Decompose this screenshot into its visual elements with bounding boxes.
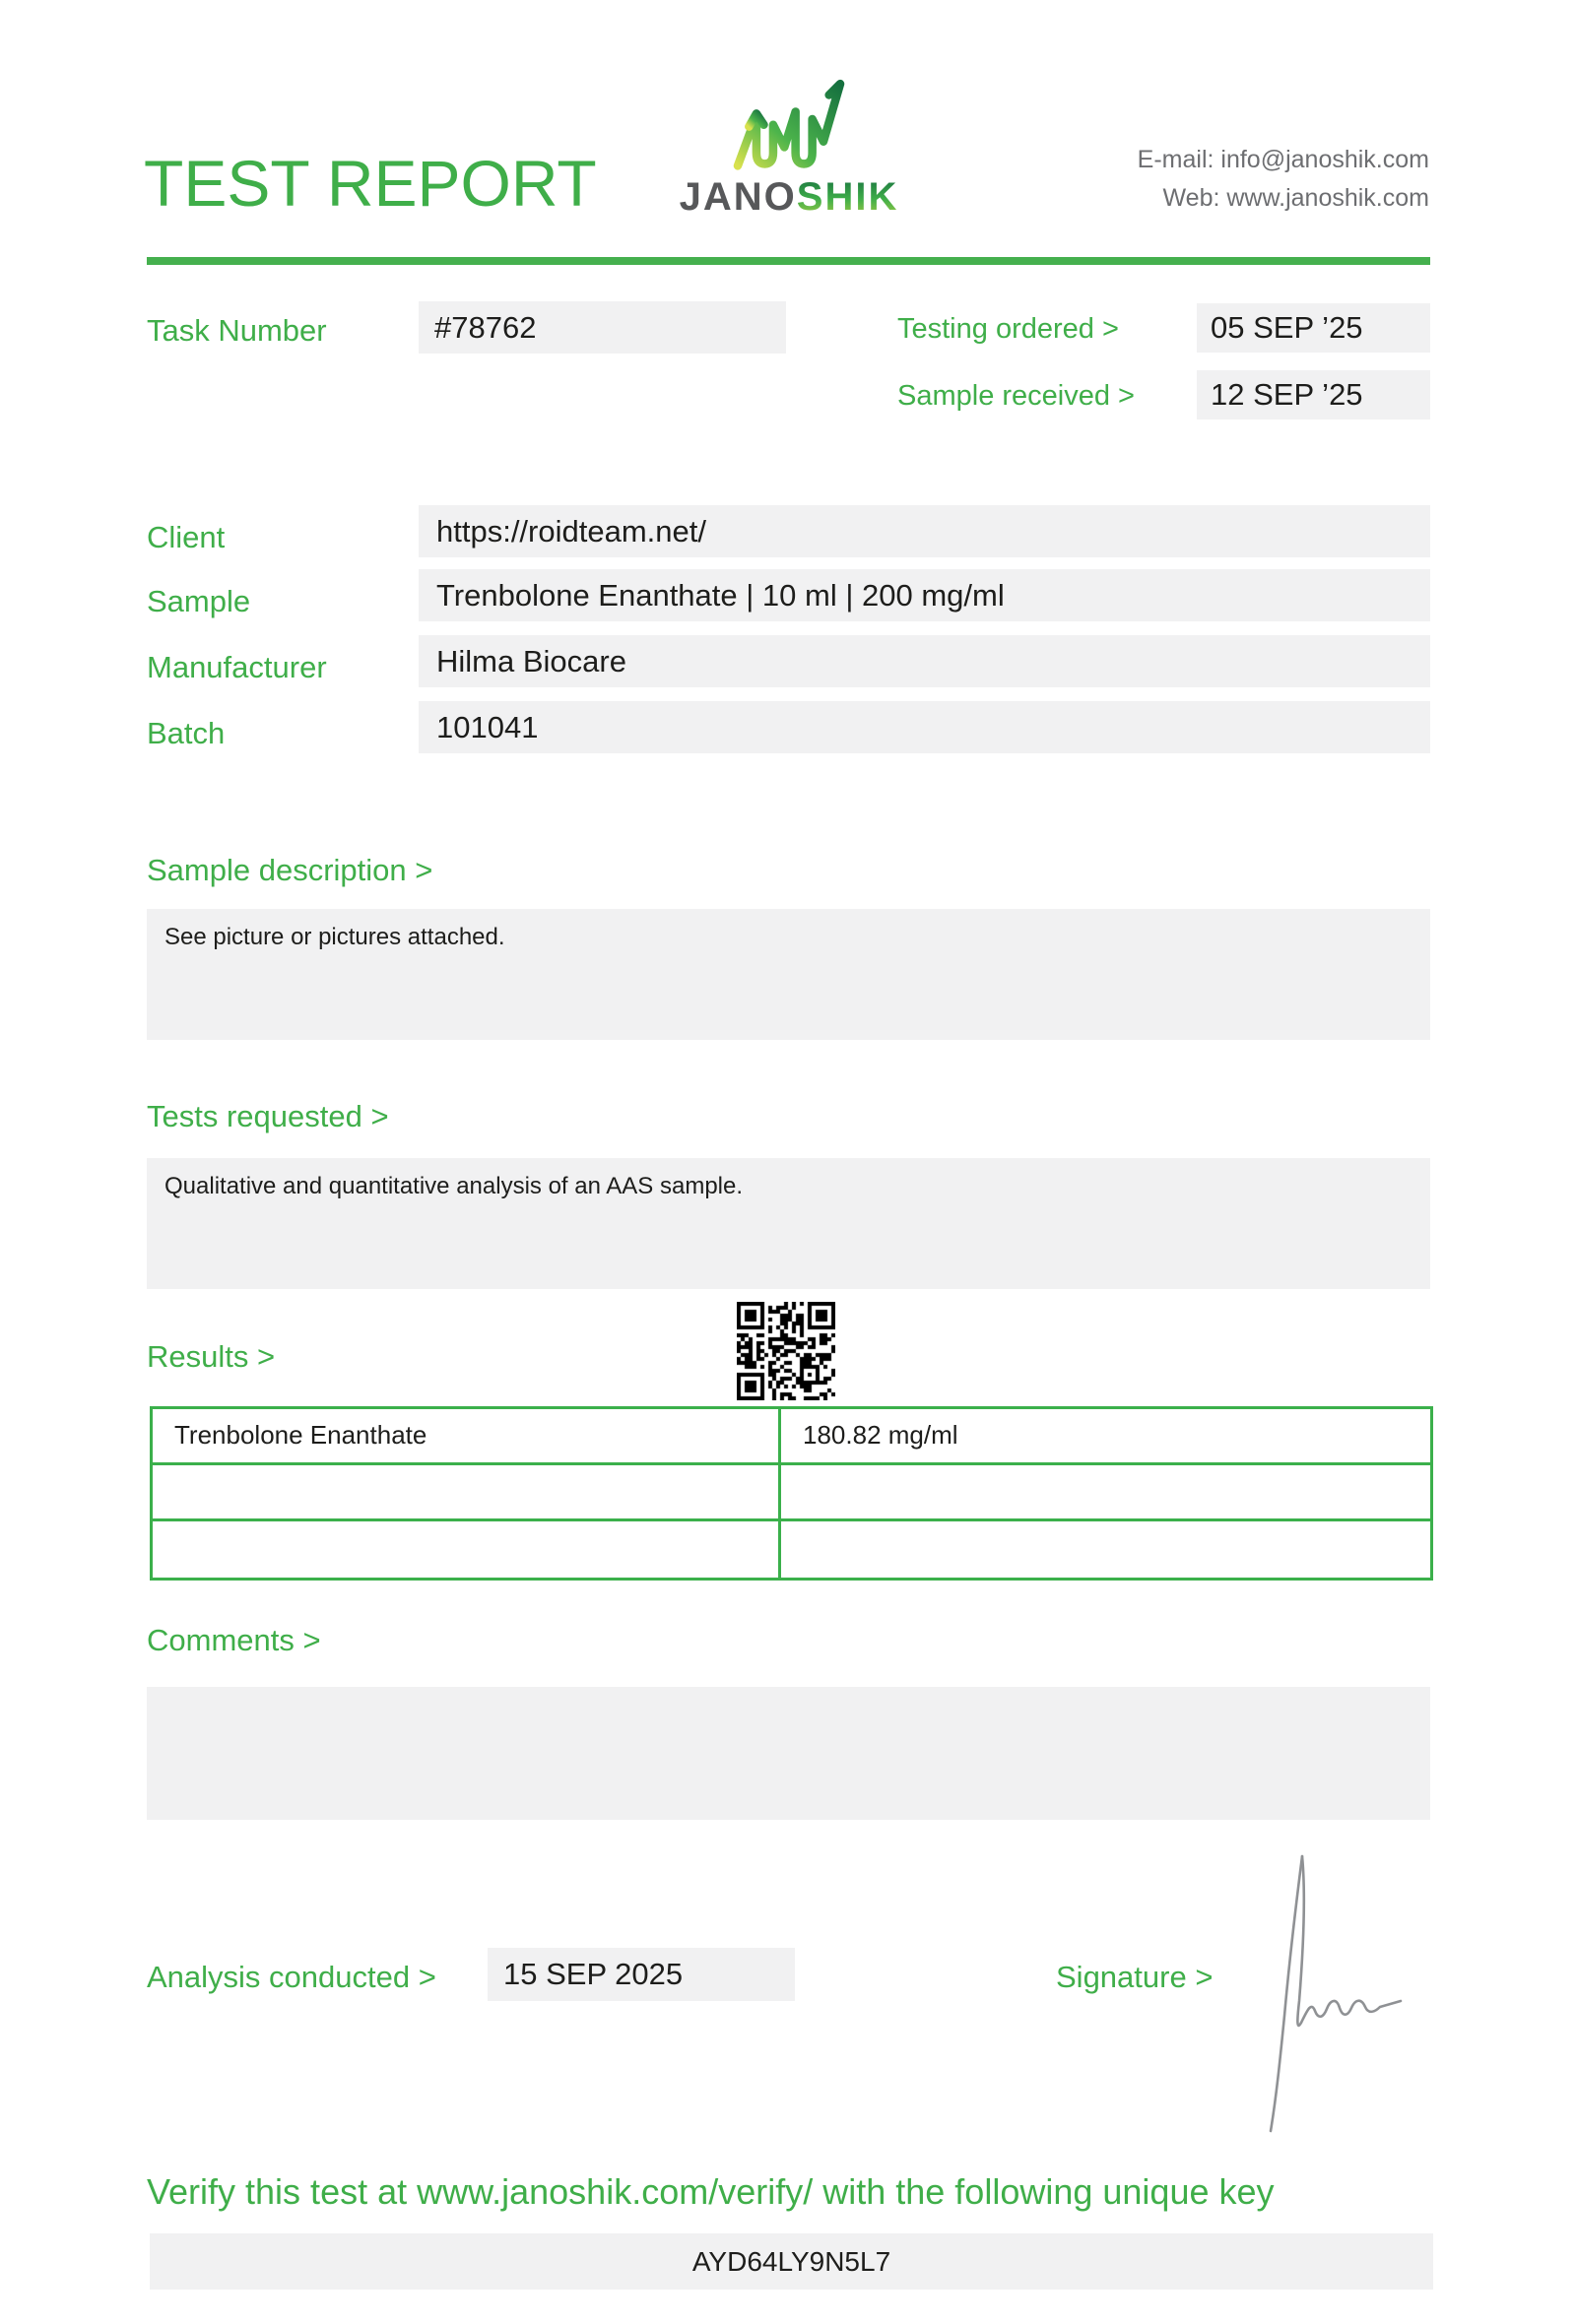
sample-label: Sample — [147, 584, 251, 618]
signature-label: Signature > — [1056, 1960, 1214, 1994]
logo-wordmark — [678, 175, 900, 220]
manufacturer-value: Hilma Biocare — [419, 635, 1430, 687]
logo-text-shik: SHIK — [796, 175, 899, 219]
batch-label: Batch — [147, 716, 226, 750]
results-row-2 — [153, 1465, 1430, 1521]
result-analyte: Trenbolone Enanthate — [153, 1409, 781, 1462]
comments-heading: Comments > — [147, 1623, 321, 1657]
header-divider — [147, 257, 1430, 265]
results-heading: Results > — [147, 1339, 276, 1374]
testing-ordered-label: Testing ordered > — [897, 313, 1119, 345]
batch-value: 101041 — [419, 701, 1430, 753]
analysis-conducted-value: 15 SEP 2025 — [488, 1948, 795, 2001]
janoshik-logo — [678, 69, 900, 220]
task-number-value: #78762 — [419, 301, 786, 354]
result-value — [781, 1521, 1430, 1578]
comments-box — [147, 1687, 1430, 1820]
tests-requested-text: Qualitative and quantitative analysis of an AAS sample. — [164, 1173, 744, 1199]
client-label: Client — [147, 520, 226, 554]
results-table — [150, 1406, 1433, 1581]
analysis-conducted-label: Analysis conducted > — [147, 1960, 436, 1994]
page-title: TEST REPORT — [144, 147, 597, 220]
sample-received-label: Sample received > — [897, 380, 1135, 412]
sample-description-box — [147, 909, 1430, 1040]
qr-code-icon — [737, 1302, 835, 1400]
task-number-label: Task Number — [147, 313, 327, 348]
result-value: 180.82 mg/ml — [803, 1420, 958, 1450]
logo-text-jano: JANO — [679, 175, 797, 219]
contact-email: E-mail: info@janoshik.com — [1137, 146, 1429, 173]
results-row-1 — [153, 1409, 1430, 1465]
verify-instructions: Verify this test at www.janoshik.com/verify/ with the following unique key — [147, 2171, 1275, 2212]
sample-description-heading: Sample description > — [147, 853, 433, 887]
manufacturer-label: Manufacturer — [147, 650, 327, 684]
sample-value: Trenbolone Enanthate | 10 ml | 200 mg/ml — [419, 569, 1430, 621]
testing-ordered-value: 05 SEP ’25 — [1197, 303, 1430, 353]
handwritten-signature-icon — [1263, 1853, 1411, 2139]
sample-received-value: 12 SEP ’25 — [1197, 370, 1430, 420]
result-analyte — [153, 1465, 781, 1518]
sample-description-text: See picture or pictures attached. — [164, 924, 505, 950]
tests-requested-heading: Tests requested > — [147, 1099, 389, 1133]
verify-key-value: AYD64LY9N5L7 — [150, 2233, 1433, 2290]
contact-web: Web: www.janoshik.com — [1162, 184, 1429, 212]
results-row-3 — [153, 1521, 1430, 1578]
result-value — [781, 1465, 1430, 1518]
result-analyte — [153, 1521, 781, 1578]
client-value: https://roidteam.net/ — [419, 505, 1430, 557]
contact-info — [1138, 141, 1429, 218]
chart-growth-arrows-icon — [678, 69, 900, 171]
tests-requested-box — [147, 1158, 1430, 1289]
